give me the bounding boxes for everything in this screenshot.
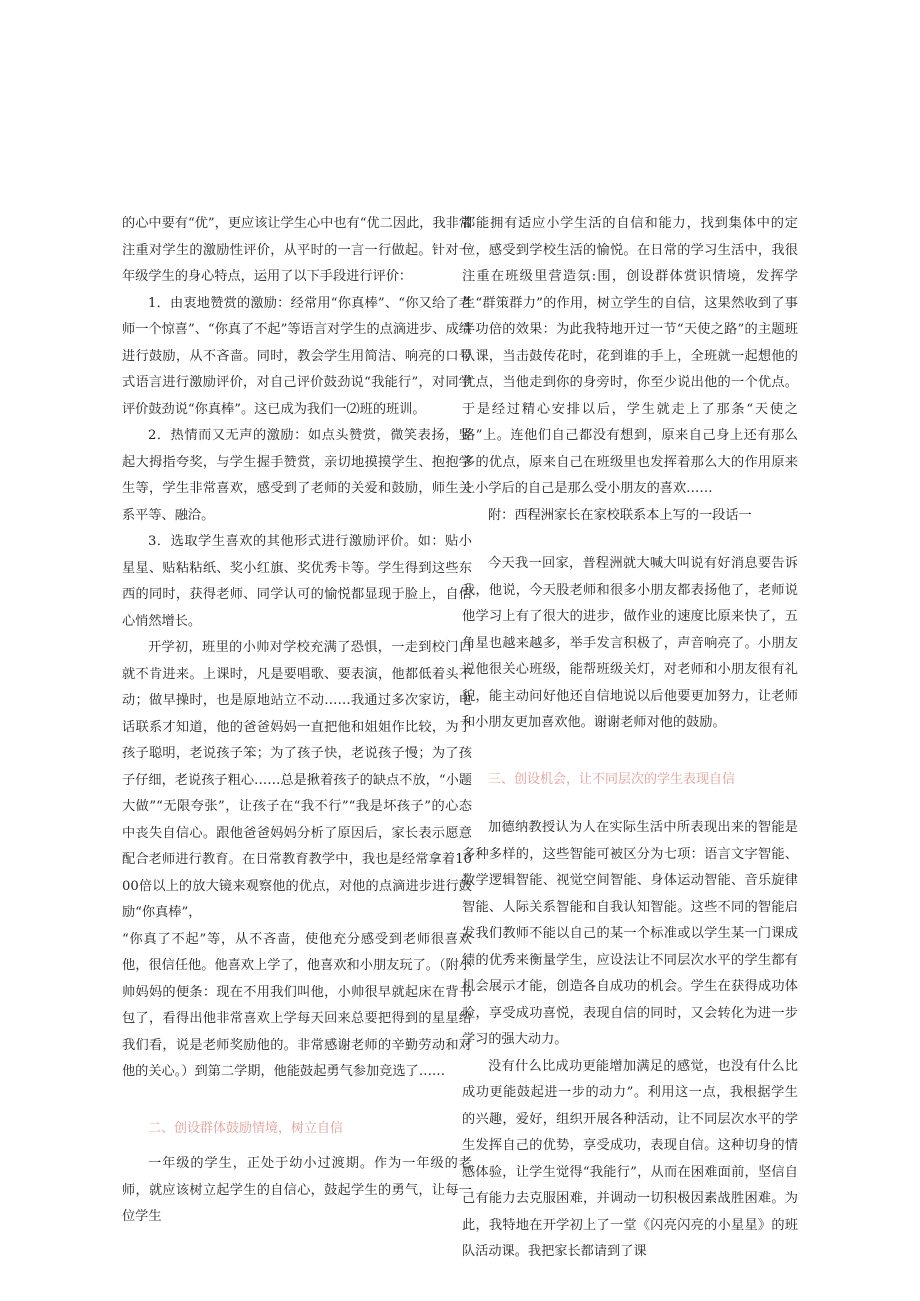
paragraph: 一年级的学生，正处于幼小过渡期。作为一年级的老师，就应该树立起学生的自信心，鼓起学生的勇气，让每一位学生 [122,1156,472,1224]
right-column [462,211,798,1266]
paragraph: 3．选取学生喜欢的其他形式进行激励评价。如：贴小星星、贴粘粘纸、奖小红旗、奖优秀卡等。学生得到这些东西的同时，获得老师、同学认可的愉悦都显现于脸上，自信心悄然增长。 [122,534,472,629]
paragraph: 没有什么比成功更能增加满足的感觉，也没有什么比成功更能鼓起进一步的动力”。利用这一点，我根据学生的兴趣，爱好，组织开展各种活动，让不同层次水平的学生发挥自己的优势，享受成功，表现自信。这种切身的情感体验，让学生觉得“我能行”，从而在困难面前，坚信自己有能力去克服困难，并调动一切积极因素战胜困难。为此，我特地在开学初上了一堂《闪亮闪亮的小星星》的班队活动课。我把家长都请到了课 [462,1058,798,1259]
paragraph: 开学初，班里的小帅对学校充满了恐惧，一走到校门口就不肯进来。上课时，凡是要唱歌、要表演，他都低着头不动；做早操时，也是原地站立不动……我通过多次家访，电话联系才知道，他的爸爸妈妈一直把他和姐姐作比较，为了孩子聪明，老说孩子笨；为了孩子快，老说孩子慢；为了孩子仔细，老说孩子粗心……总是揪着孩子的缺点不放，“小题大做”“无限夸张”，让孩子在“我不行”“我是坏孩子”的心态中丧失自信心。跟他爸爸妈妈分析了原因后，家长表示愿意配合老师进行教育。在日常教育教学中，我也是经常拿着1000倍以上的放大镜来观察他的优点，对他的点滴进步进行鼓励“你真棒”， [122,640,472,920]
paragraph: “你真了不起”等，从不吝啬，使他充分感受到老师很喜欢他，很信任他。他喜欢上学了，他喜欢和小朋友玩了。（附小帅妈妈的便条：现在不用我们叫他，小帅很早就起床在背书包了，看得出他非常喜欢上学每天回来总要把得到的星星给我们看，说是老师奖励他的。非常感谢老师的辛勤劳动和对他的关心。）到第二学期，他能鼓起勇气参加竞选了…… [122,931,472,1079]
section-heading: 二、创设群体鼓励情境，树立自信 [148,1120,344,1136]
paragraph: 附：西程洲家长在家校联系本上写的一段话一 [488,507,752,523]
section-heading: 三、创设机会，让不同层次的学生表现自信 [488,771,736,787]
paragraph: 2．热情而又无声的激励：如点头赞赏，微笑表扬，竖起大拇指夸奖，与学生握手赞赏，亲切地摸摸学生、抱抱学生等，学生非常喜欢，感受到了老师的关爱和鼓励，师生关系平等、融洽。 [122,428,472,523]
paragraph: 今天我一回家，普程洲就大喊大叫说有好消息要告诉我，他说，今天股老师和很多小朋友都表扬他了，老师说他学习上有了很大的进步，做作业的速度比原来快了，五角星也越来越多，举手发言积极了，声音响亮了。小朋友说他很关心班级，能帮班级关灯，对老师和小朋友很有礼貌，能主动问好他还自信地说以后他要更加努力，让老师和小朋友更加喜欢他。谢谢老师对他的鼓励。 [462,556,798,730]
paragraph: 都能拥有适应小学生活的自信和能力，找到集体中的定位，感受到学校生活的愉悦。在日常的学习生活中，我很注重在班级里营造氛:围，创设群体赏识情境，发挥学生“群策群力”的作用，树立学生的自信，这果然收到了事半功倍的效果：为此我特地开过一节“天使之路”的主题班队课，当击鼓传花时，花到谁的手上，全班就一起想他的优点，当他走到你的身旁时，你至少说出他的一个优点。于是经过精心安排以后，学生就走上了那条“天使之路”上。连他们自己都没有想到，原来自己身上还有那么多的优点，原来自己在班级里也发挥着那么大的作用原来上小学后的自己是那么受小朋友的喜欢…… [462,216,798,496]
paragraph: 1．由衷地赞赏的激励：经常用“你真棒”、“你又给了老师一个惊喜”、“你真了不起”等语言对学生的点滴进步、成绩进行鼓励，从不吝啬。同时，教会学生用简洁、响亮的口号式语言进行激励评价，对自己评价鼓劲说“我能行”，对同学评价鼓劲说“你真棒”。这已成为我们一⑵班的班训。 [122,295,472,417]
paragraph: 加德纳教授认为人在实际生活中所表现出来的智能是多种多样的，这些智能可被区分为七项：语言文字智能、数学逻辑智能、视觉空间智能、身体运动智能、音乐旋律智能、人际关系智能和自我认知智能。这些不同的智能启发我们教师不能以自己的某一个标准或以学生某一门课成绩的优秀来衡量学生，应设法让不同层次水平的学生都有机会展示才能，创造各自成功的机会。学生在获得成功体验，享受成功喜悦，表现自信的同时，又会转化为进一步学习的强大动力。 [462,820,798,1047]
left-column [122,211,472,1231]
paragraph: 的心中要有“优”，更应该让学生心中也有“优二因此，我非常注重对学生的激励性评价，从平时的一言一行做起。针对一年级学生的身心特点，运用了以下手段进行评价： [122,216,472,284]
